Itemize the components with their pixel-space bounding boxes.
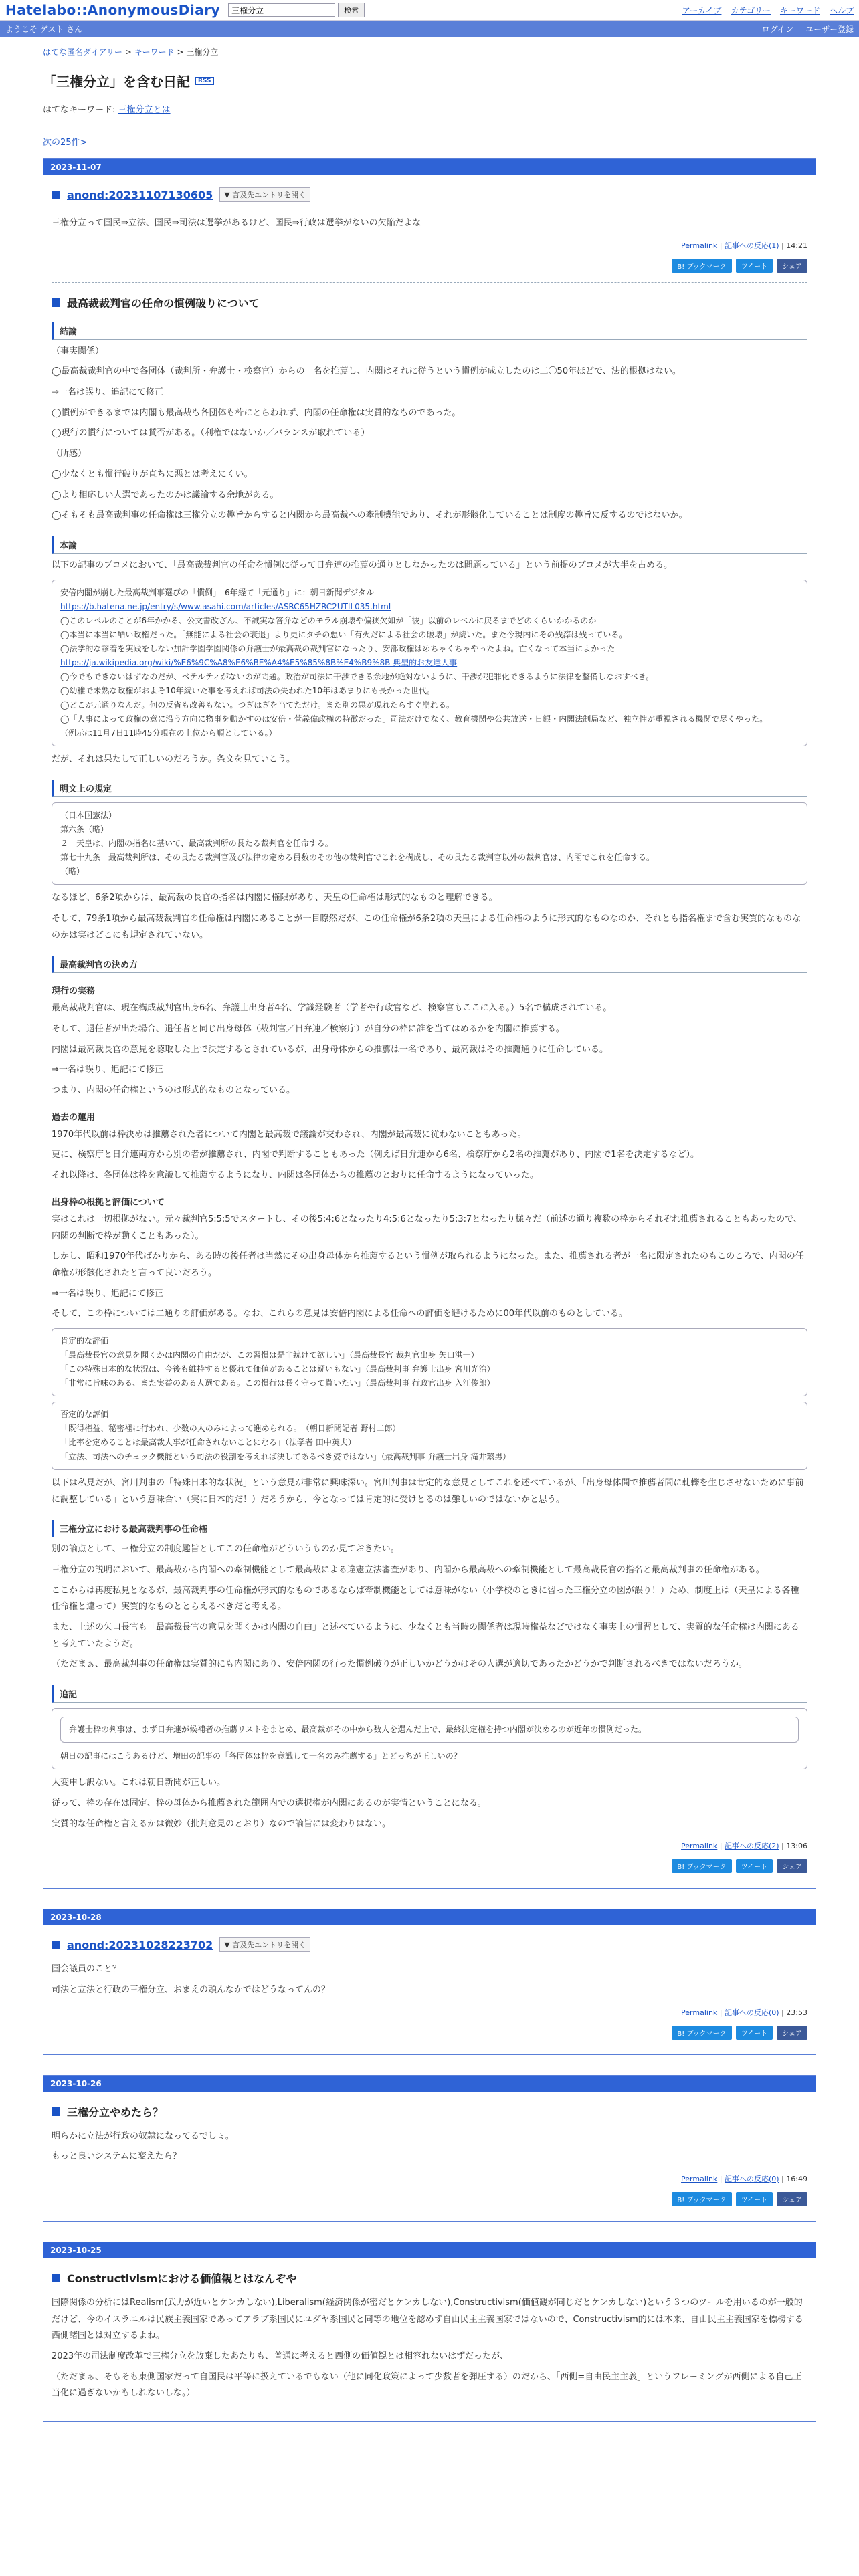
quote-link[interactable]: https://b.hatena.ne.jp/entry/s/www.asahi.com/articles/ASRC65HZRC2UTIL035.html	[60, 601, 391, 611]
diary-entry	[52, 1925, 807, 2048]
entry-square-icon	[52, 298, 60, 307]
quote-line: ◯このレベルのことが6年かかる、公文書改ざん、不誠実な答弁などのモラル崩壊や偏狭欠如が「彼」以前のレベルに戻るまでどのくらいかかるのか	[60, 615, 597, 625]
share-bar	[52, 2192, 807, 2206]
user-bar	[0, 21, 859, 37]
day-section	[43, 158, 816, 1889]
subheading: 現行の実務	[52, 986, 96, 997]
nested-blockquote	[60, 1717, 799, 1743]
entry-title: Constructivismにおける価値観とはなんぞや	[67, 2272, 297, 2285]
quote-line: ◯幼稚で未熟な政権がおよそ10年続いた事を考えれば司法の失われた10年はあまりにも長かった世代。	[60, 685, 435, 695]
day-date: 2023-10-26	[43, 2076, 816, 2092]
day-date: 2023-11-07	[43, 159, 816, 175]
facebook-share-button[interactable]: シェア	[777, 2192, 807, 2206]
paragraph: ⇒一名は誤り、追記にて修正	[52, 1288, 163, 1299]
entry-meta: Permalink | 記事への反応(2) | 13:06	[681, 1842, 807, 1851]
paragraph: それ以降は、各団体は枠を意識して推薦するようになり、内閣は各団体からの推薦のとおりに任命するようになっていった。	[52, 1170, 539, 1181]
diary-entry	[52, 175, 807, 283]
entry-square-icon	[52, 2274, 60, 2282]
paragraph: ◯最高裁裁判官の中で各団体（裁判所・弁護士・検察官）からの一名を推薦し、内閣はそれに従うという慣例が成立したのは二〇50年ほどで、法的根拠はない。	[52, 366, 681, 377]
share-bar	[52, 259, 807, 273]
entry-time: 13:06	[786, 1842, 807, 1851]
paragraph: もっと良いシステムに変えたら？	[52, 2151, 181, 2162]
entry-time: 16:49	[786, 2174, 807, 2183]
paragraph: そして、この枠については二通りの評価がある。なお、これらの意見は安倍内閣による任命への評価を避けるために00年代以前のものとしている。	[52, 1309, 628, 1319]
comments-link[interactable]: 記事への反応(2)	[725, 1842, 779, 1851]
share-bar	[52, 2026, 807, 2040]
entry-time: 23:53	[786, 2008, 807, 2017]
breadcrumb-home[interactable]: はてな匿名ダイアリー	[43, 47, 122, 57]
diary-entry	[52, 2258, 807, 2416]
paragraph: 更に、検察庁と日弁連両方から別の者が推薦され、内閣で判断することもあった（例えば日弁連から6名、検察庁から2名の推薦があり、内閣で1名を決定するなど）。	[52, 1150, 699, 1160]
bookmark-button[interactable]: B! ブックマーク	[672, 2026, 731, 2040]
paragraph: 2023年の司法制度改革で三権分立を放棄したあたりも、普通に考えると西側の価値観とは相容れないはずだったが、	[52, 2351, 509, 2361]
comments-link[interactable]: 記事への反応(0)	[725, 2174, 779, 2183]
search-input[interactable]	[228, 3, 335, 17]
paragraph: 以下の記事のブコメにおいて、「最高裁裁判官の任命を慣例に従って日弁連の推薦の通りとしなかったのは問題っている」という前提のブコメが大半を占める。	[52, 560, 672, 570]
paragraph: 明らかに立法が行政の奴隷になってるでしょ。	[52, 2131, 234, 2141]
paragraph: 実はこれは一切根拠がない。元々裁判官5:5:5でスタートし、その後5:4:6となったり4:5:6となったり5:3:7となったり様々だ（前述の通り複数の枠からそれぞれ推薦されることもあったので、内閣の判断で枠が動くこともあった）。	[52, 1214, 802, 1241]
bookmark-button[interactable]: B! ブックマーク	[672, 1859, 731, 1873]
tweet-button[interactable]: ツイート	[736, 2192, 773, 2206]
section-heading: 追記	[52, 1685, 807, 1703]
page-title-text: 「三権分立」を含む日記	[43, 74, 190, 90]
paragraph: 別の論点として、三権分立の制度趣旨としてこの任命権がどういうものか見ておきたい。	[52, 1544, 399, 1555]
page-title	[43, 71, 816, 90]
paragraph: 実質的な任命権と言えるかは微妙（批判意見のとおり）なので論旨には変わりはない。	[52, 1818, 391, 1829]
day-section	[43, 1909, 816, 2054]
paragraph: （ただまぁ、そもそも東側国家だって自国民は平等に扱えているでもない（他に同化政策によって少数者を弾圧する）のだから、「西側=自由民主主義」というフレーミングが西側による自己正当化に過ぎないかもしれないしな。）	[52, 2371, 802, 2399]
paragraph: 最高裁裁判官は、現在構成裁判官出身6名、弁護士出身者4名、学識経験者（学者や行政官など、検察官もここに入る。）5名で構成されている。	[52, 1003, 612, 1014]
share-bar	[52, 1859, 807, 1873]
quote-line: ◯「人事によって政権の意に沿う方向に物事を動かすのは安倍・菅義偉政権の特徴だった」司法だけでなく、教育機関や公共放送・日銀・内閣法制局など、独立性が重視される機関で尽くやった。	[60, 714, 768, 724]
tweet-button[interactable]: ツイート	[736, 2026, 773, 2040]
keyword-link[interactable]: 三権分立とは	[118, 105, 171, 115]
nav-keyword-link[interactable]: キーワード	[779, 5, 820, 15]
top-bar	[0, 0, 859, 21]
quote-line: 「この特殊日本的な状況は、今後も維持すると優れて価値があることは疑いもない」（最高裁判事 弁護士出身 宮川光治）	[60, 1364, 495, 1374]
quote-line: ◯今でもできないはずなのだが、ベテルティがないのが問題。政治が司法に干渉できる余地が絶対ないように、干渉が犯罪化できるように法律を整備しなおすべき。	[60, 671, 654, 681]
permalink[interactable]: Permalink	[681, 2008, 718, 2017]
paragraph: 従って、枠の存在は固定、枠の母体から推薦された範囲内での選択権が内閣にあるのが実情ということになる。	[52, 1798, 486, 1808]
nav-help-link[interactable]: ヘルプ	[829, 5, 854, 15]
day-date: 2023-10-25	[43, 2242, 816, 2258]
paragraph: 1970年代以前は枠決めは推薦された者について内閣と最高裁で議論が交わされ、内閣が最高裁に従わないこともあった。	[52, 1129, 527, 1140]
entry-square-icon	[52, 1941, 60, 1949]
comments-link[interactable]: 記事への反応(0)	[725, 2008, 779, 2017]
blockquote	[52, 1328, 807, 1396]
paragraph: ◯少なくとも慣行破りが直ちに悪とは考えにくい。	[52, 469, 253, 479]
pagination	[43, 135, 816, 148]
site-logo[interactable]: Hatelabo::AnonymousDiary	[5, 2, 221, 18]
breadcrumb-current: 三権分立	[186, 47, 219, 57]
quote-line: 第七十九条 最高裁判所は、その長たる裁判官及び法律の定める員数のその他の裁判官でこれを構成し、その長たる裁判官以外の裁判官は、内閣でこれを任命する。	[60, 853, 655, 863]
paragraph: ⇒一名は誤り、追記にて修正	[52, 1065, 163, 1075]
facebook-share-button[interactable]: シェア	[777, 2026, 807, 2040]
permalink[interactable]: Permalink	[681, 1842, 718, 1851]
tweet-button[interactable]: ツイート	[736, 259, 773, 273]
entry-meta: Permalink | 記事への反応(1) | 14:21	[681, 241, 807, 250]
paragraph: ここからは再度私見となるが、最高裁判事の任命権が形式的なものであるならば牽制機能としては意味がない（小学校のときに習った三権分立の図が誤り！）ため、制度上は（天皇による各種任命権と違って）実質的なものととらえるべきだと考える。	[52, 1585, 799, 1612]
breadcrumb: はてな匿名ダイアリー > キーワード > 三権分立	[43, 47, 219, 57]
entry-body: 三権分立って国民⇒立法、国民⇒司法は選挙があるけど、国民⇒行政は選挙がないの欠陥だよな	[52, 218, 421, 228]
facebook-share-button[interactable]: シェア	[777, 1859, 807, 1873]
quote-line: 弁護士枠の判事は、まず日弁連が候補者の推薦リストをまとめ、最高裁がその中から数人を選んだ上で、最終決定権を持つ内閣が決めるのが近年の慣例だった。	[69, 1725, 647, 1735]
section-heading: 本論	[52, 536, 807, 554]
section-heading: 三権分立における最高裁判事の任命権	[52, 1520, 807, 1537]
section-heading: 結論	[52, 322, 807, 340]
toggle-mention-button[interactable]: ▼ 言及先エントリを開く	[219, 1937, 310, 1952]
paragraph: 国際関係の分析にはRealism(武力が近いとケンカしない),Liberalism(経済関係が密だとケンカしない),Constructivism(価値観が同じだとケンカしない)という３つのツールを用いるのが一般的だけど、今のイスラエルは民族主義国家であってアラブ系国民にユダヤ系国民と同等の地位を認めず自由民主主義国家ではないので、Constructivism的には本来、自由民主主義国家を標榜する西側諸国とは対立するよね。	[52, 2297, 803, 2341]
quote-line: ◯どこが元通りなんだ。何の反省も改善もない。つぎはぎを当てただけ。また別の悪が現れたらすぐ崩れる。	[60, 700, 454, 710]
facebook-share-button[interactable]: シェア	[777, 259, 807, 273]
quote-link[interactable]: https://ja.wikipedia.org/wiki/%E6%9C%A8%E6%BE%A4%E5%85%8B%E4%B9%8B 典型的お友達人事	[60, 657, 458, 667]
keyword-label: はてなキーワード:	[43, 105, 116, 115]
conclusion-block	[52, 344, 807, 524]
entry-title: 最高裁裁判官の任命の慣例破りについて	[67, 296, 260, 310]
quote-line: 朝日の記事にはこうあるけど、増田の記事の「各団体は枠を意識して一名のみ推薦する」とどっちが正しいの？	[60, 1751, 462, 1761]
paragraph: ◯より相応しい人選であったのかは議論する余地がある。	[52, 490, 279, 500]
bookmark-button[interactable]: B! ブックマーク	[672, 259, 731, 273]
blockquote	[52, 1402, 807, 1470]
quote-line: （日本国憲法）	[60, 811, 117, 821]
quote-line: 肯定的な評価	[60, 1335, 109, 1346]
entry-meta: Permalink | 記事への反応(0) | 23:53	[681, 2008, 807, 2017]
quote-line: 「比率を定めることは最高裁人事が任命されないことになる」（法学者 田中英夫）	[60, 1437, 356, 1447]
section-heading: 最高裁判官の決め方	[52, 956, 807, 973]
paragraph: つまり、内閣の任命権というのは形式的なものとなっている。	[52, 1085, 296, 1096]
rss-icon[interactable]: RSS	[195, 77, 214, 85]
paragraph: なるほど、6条2項からは、最高裁の長官の指名は内閣に権限があり、天皇の任命権は形式的なものと理解できる。	[52, 893, 498, 903]
quote-line: 「立法、司法へのチェック機能という司法の役割を考えれば決してあるべき姿ではない」（最高裁判事 弁護士出身 滝井繁男）	[60, 1451, 511, 1461]
paragraph: ◯そもそも最高裁判事の任命権は三権分立の趣旨からすると内閣から最高裁への牽制機能であり、それが形骸化していることは制度の趣旨に反するのではないか。	[52, 510, 688, 521]
nav-archive-link[interactable]: アーカイブ	[682, 5, 722, 15]
blockquote	[52, 802, 807, 885]
quote-line: 「非常に旨味のある、また実益のある人選である。この慣行は長く守って貰いたい」（最高裁判事 行政官出身 入江俊郎）	[60, 1378, 495, 1388]
quote-line: ◯本当に本当に酷い政権だった。「無能による社会の衰退」より更にタチの悪い「有火だによる社会の破壊」が続いた。また今現内にその残滓は残っている。	[60, 629, 628, 639]
entry-square-icon	[52, 191, 60, 199]
paragraph: ⇒一名は誤り、追記にて修正	[52, 387, 163, 398]
blockquote	[52, 580, 807, 746]
register-link[interactable]: ユーザー登録	[805, 24, 854, 34]
entry-time: 14:21	[786, 241, 807, 250]
quote-line: 「既得権益、秘密裡に行われ、少数の人のみによって進められる。」（朝日新聞記者 野村二郎）	[60, 1423, 401, 1433]
quote-line: 安倍内閣が崩した最高裁判事選びの「慣例」 6年経て「元通り」に：朝日新聞デジタル	[60, 587, 374, 597]
quote-line: （略）	[60, 867, 85, 877]
entry-title-link[interactable]: anond:20231107130605	[67, 188, 213, 201]
paragraph: しかし、昭和1970年代ばかりから、ある時の後任者は当然にその出身母体から推薦するという慣例が取られるようになった。また、推薦される者が一名に限定されたのもこのころで、内閣の任命権が形骸化されたと言って良いだろう。	[52, 1251, 804, 1278]
paragraph: （事実関係）	[52, 346, 104, 356]
paragraph: （ただまぁ、最高裁判事の任命権は実質的にも内閣にあり、安倍内閣の行った慣例破りが正しいかどうかはその人選が適切であったかどうかで判断されるべきではないだろうか。	[52, 1659, 747, 1670]
nav-category-link[interactable]: カテゴリー	[731, 5, 771, 15]
paragraph: ◯現行の慣行については賛否がある。（利権ではないか／バランスが取れている）	[52, 428, 370, 439]
quote-line: ２ 天皇は、内閣の指名に基いて、最高裁判所の長たる裁判官を任命する。	[60, 839, 333, 849]
breadcrumb-keyword[interactable]: キーワード	[134, 47, 175, 57]
permalink[interactable]: Permalink	[681, 2174, 718, 2183]
entry-title: 三権分立やめたら？	[67, 2105, 164, 2119]
paragraph: 三権分立の説明において、最高裁から内閣への牽制機能として最高裁による違憲立法審査があり、内閣から最高裁への牽制機能として最高裁長官の指名と最高裁判事の任命権がある。	[52, 1565, 765, 1575]
paragraph: 司法と立法と行政の三権分立、おまえの頭んなかではどうなってんの？	[52, 1984, 330, 1995]
day-section	[43, 2075, 816, 2222]
quote-line: （例示は11月7日11時45分現在の上位から順としている。）	[60, 728, 277, 738]
next-page-link[interactable]: 次の25件>	[43, 138, 88, 148]
paragraph: そして、79条1項から最高裁裁判官の任命権は内閣にあることが一目瞭然だが、この任命権が6条2項の天皇による任命権のように形式的なものなのか、それとも指名権まで含む実質的なものなのかは実はどこにも規定されていない。	[52, 913, 801, 940]
paragraph: 内閣は最高裁長官の意見を聴取した上で決定するとされているが、出身母体からの推薦は一名であり、最高裁はその推薦通りに任命している。	[52, 1044, 609, 1055]
keyword-line	[43, 102, 816, 115]
paragraph: ◯慣例ができるまでは内閣も最高裁も各団体も枠にとらわれず、内閣の任命権は実質的なものであった。	[52, 407, 461, 418]
diary-entry	[52, 2092, 807, 2216]
bookmark-button[interactable]: B! ブックマーク	[672, 2192, 731, 2206]
toggle-mention-button[interactable]: ▼ 言及先エントリを開く	[219, 187, 310, 202]
quote-line: ◯法学的な謬着を実践をしない加計学園学園関係の弁護士が最高裁の裁判官になったり、安部政権はめちゃくちゃやったよね。亡くなって本当によかった	[60, 643, 615, 653]
paragraph: （所感）	[52, 449, 87, 459]
comments-link[interactable]: 記事への反応(1)	[725, 241, 779, 250]
welcome-text: ようこそ ゲスト さん	[5, 24, 83, 34]
quote-line: 「最高裁長官の意見を聞くかは内閣の自由だが、この習慣は是非続けて欲しい」（最高裁長官 裁判官出身 矢口洪一）	[60, 1350, 479, 1360]
paragraph: だが、それは果たして正しいのだろうか。条文を見ていこう。	[52, 754, 296, 764]
entry-title-link[interactable]: anond:20231028223702	[67, 1938, 213, 1951]
day-section	[43, 2242, 816, 2422]
permalink[interactable]: Permalink	[681, 241, 718, 250]
search-button[interactable]: 検索	[338, 3, 365, 17]
diary-entry	[52, 283, 807, 1883]
tweet-button[interactable]: ツイート	[736, 1859, 773, 1873]
quote-line: 第六条（略）	[60, 825, 109, 835]
paragraph: また、上述の矢口長官も「最高裁長官の意見を聞くかは内閣の自由」と述べているように、少なくとも当時の関係者は現時権益などではなく事実上の慣習として、実質的な任命権は内閣にあると考えていたようだ。	[52, 1622, 799, 1649]
section-heading: 明文上の規定	[52, 780, 807, 797]
subheading: 出身枠の根拠と評価について	[52, 1197, 165, 1208]
top-nav	[682, 5, 854, 16]
paragraph: 大変申し訳ない。これは朝日新聞が正しい。	[52, 1778, 226, 1788]
main-content	[0, 46, 859, 2422]
entry-square-icon	[52, 2107, 60, 2116]
blockquote	[52, 1708, 807, 1769]
paragraph: そして、退任者が出た場合、退任者と同じ出身母体（裁判官／日弁連／検察庁）が自分の枠に誰を当てはめるかを内閣に推薦する。	[52, 1024, 565, 1034]
day-date: 2023-10-28	[43, 1909, 816, 1925]
subheading: 過去の運用	[52, 1112, 96, 1123]
quote-line: 否定的な評価	[60, 1409, 109, 1419]
entry-meta: Permalink | 記事への反応(0) | 16:49	[681, 2174, 807, 2183]
paragraph: 以下は私見だが、宮川判事の「特殊日本的な状況」という意見が非常に興味深い。宮川判事は肯定的な意見としてこれを述べているが、「出身母体間で推薦者間に軋轢を生じさせないために事前に調整している」という意味合い（実に日本的だ！）だろうから、今となっては肯定的に受けとるのは難しいのではないかと思う。	[52, 1477, 804, 1505]
login-link[interactable]: ログイン	[761, 24, 793, 34]
paragraph: 国会議員のこと？	[52, 1964, 122, 1975]
